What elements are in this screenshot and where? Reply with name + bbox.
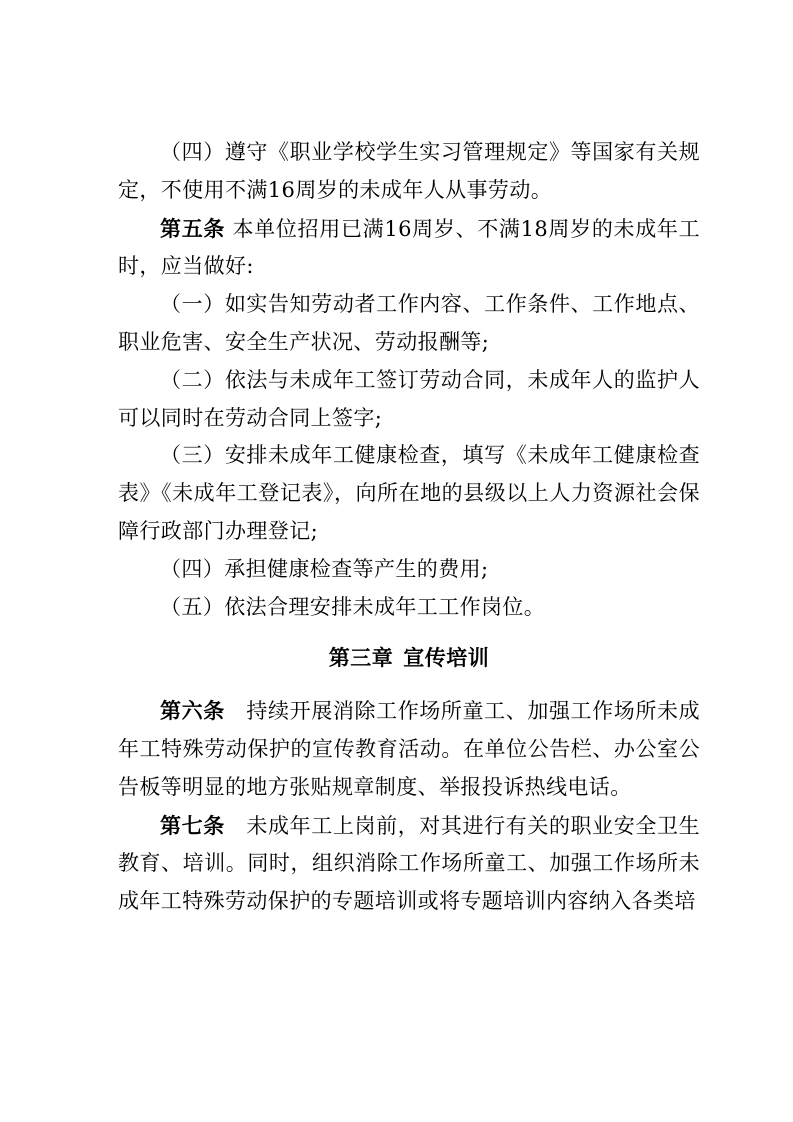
- article-7: 第七条 未成年工上岗前，对其进行有关的职业安全卫生教育、培训。同时，组织消除工作场所童工、加强工作场所未成年工特殊劳动保护的专题培训或将专题培训内容纳入各类培: [118, 812, 700, 914]
- article-7-heading: 第七条: [160, 812, 225, 838]
- article-5-item-3: （三）安排未成年工健康检查，填写《未成年工健康检查表》《未成年工登记表》，向所在地的县级以上人力资源社会保障行政部门办理登记;: [118, 443, 700, 543]
- article-5-heading: 第五条: [160, 215, 226, 241]
- chapter-title: [118, 640, 700, 678]
- article-5-item-4: （四）承担健康检查等产生的费用;: [160, 556, 489, 581]
- article-6: 第六条 持续开展消除工作场所童工、加强工作场所未成年工特殊劳动保护的宣传教育活动。在单位公告栏、办公室公告板等明显的地方张贴规章制度、举报投诉热线电话。: [118, 698, 700, 799]
- article-5: 第五条 本单位招用已满16周岁、不满18周岁的未成年工时，应当做好:: [118, 215, 701, 279]
- document-body: [118, 134, 700, 921]
- chapter-name: 宣传培训: [403, 646, 490, 671]
- chapter-number: 第三章: [328, 646, 394, 671]
- article-6-heading: 第六条: [160, 698, 225, 724]
- article-5-item-2: （二）依法与未成年工签订劳动合同，未成年人的监护人可以同时在劳动合同上签字;: [118, 367, 700, 430]
- paragraph-item-4: （四）遵守《职业学校学生实习管理规定》等国家有关规定，不使用不满16周岁的未成年人从事劳动。: [118, 140, 700, 202]
- article-5-item-5: （五）依法合理安排未成年工工作岗位。: [160, 594, 546, 619]
- article-5-item-1: （一）如实告知劳动者工作内容、工作条件、工作地点、职业危害、安全生产状况、劳动报酬等;: [118, 292, 700, 354]
